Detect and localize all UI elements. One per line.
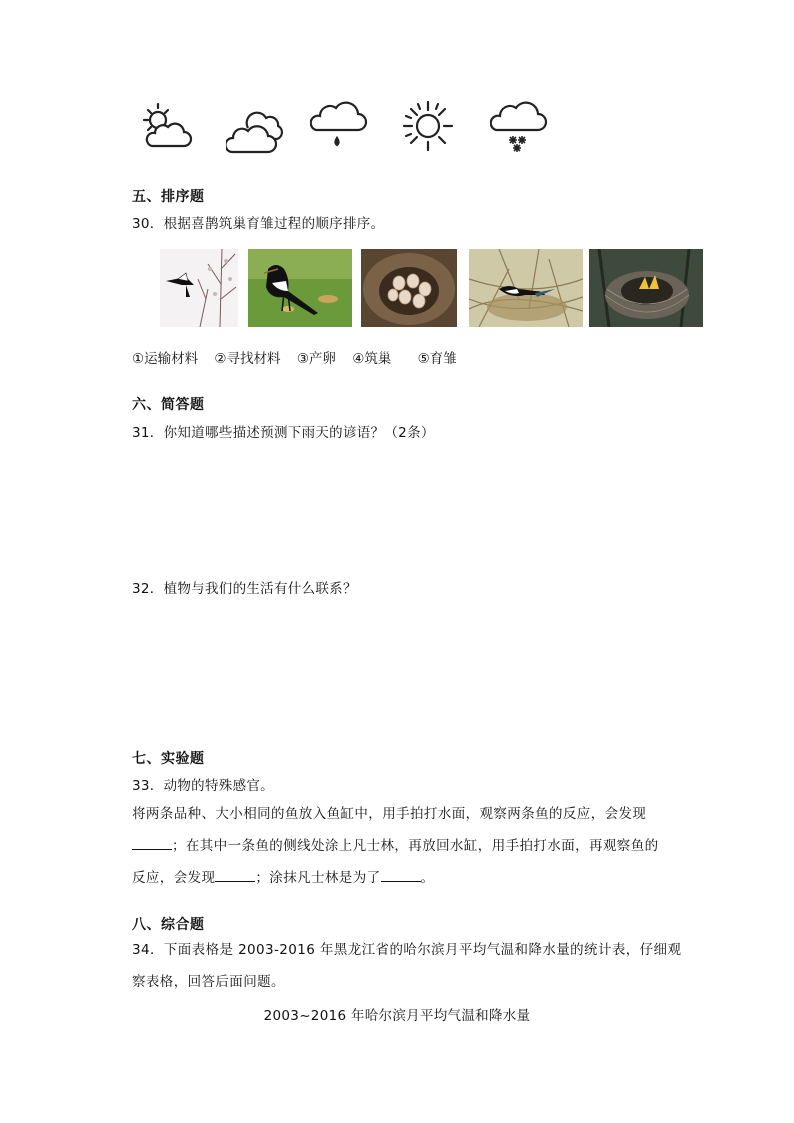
table-caption: 2003~2016 年哈尔滨月平均气温和降水量 bbox=[263, 1008, 531, 1024]
question-33-body bbox=[132, 798, 672, 894]
question-34-line-1: 34．下面表格是 2003-2016 年黑龙江省的哈尔滨月平均气温和降水量的统计表，仔细观 bbox=[132, 942, 682, 958]
weather-icons-row bbox=[138, 98, 558, 158]
section-title-experiment: 七、实验题 bbox=[132, 751, 205, 767]
question-33-line-1: 将两条品种、大小相同的鱼放入鱼缸中，用手拍打水面，观察两条鱼的反应，会发现 bbox=[132, 806, 647, 822]
question-33-line-3-c: 。 bbox=[420, 870, 435, 886]
partly-sunny-icon bbox=[138, 98, 194, 154]
option-2: ②寻找材料 bbox=[214, 351, 281, 367]
question-33-line-2-text: ；在其中一条鱼的侧线处涂上凡士林，再放回水缸，用手拍打水面，再观察鱼的 bbox=[172, 838, 659, 854]
question-33-line-3 bbox=[132, 862, 672, 894]
magpie-building-nest-photo bbox=[469, 249, 583, 327]
question-30: 30．根据喜鹊筑巢育雏过程的顺序排序。 bbox=[132, 216, 385, 232]
snow-icon bbox=[490, 98, 548, 156]
answer-blank-2[interactable] bbox=[215, 869, 255, 882]
option-5: ⑤育雏 bbox=[417, 351, 457, 367]
magpie-flying-photo bbox=[160, 249, 238, 327]
question-33: 33．动物的特殊感官。 bbox=[132, 778, 274, 794]
question-33-line-2 bbox=[132, 830, 672, 862]
chicks-in-nest-photo bbox=[589, 249, 703, 327]
section-title-short-answer: 六、简答题 bbox=[132, 397, 205, 413]
section-title-comprehensive: 八、综合题 bbox=[132, 917, 205, 933]
option-4: ④筑巢 bbox=[352, 351, 392, 367]
question-33-line-3-a: 反应，会发现 bbox=[132, 870, 216, 886]
sorting-options bbox=[132, 347, 469, 367]
eggs-in-nest-photo bbox=[361, 249, 457, 327]
magpie-carrying-twig-photo bbox=[248, 249, 352, 327]
question-34 bbox=[132, 934, 692, 998]
question-31: 31．你知道哪些描述预测下雨天的谚语？（2条） bbox=[132, 425, 435, 441]
cloudy-icon bbox=[226, 98, 284, 154]
option-3: ③产卵 bbox=[296, 351, 336, 367]
question-32: 32．植物与我们的生活有什么联系？ bbox=[132, 581, 357, 597]
rain-icon bbox=[310, 98, 368, 154]
answer-blank-1[interactable] bbox=[132, 837, 172, 850]
question-34-line-2: 察表格，回答后面问题。 bbox=[132, 974, 285, 990]
sunny-icon bbox=[400, 98, 456, 154]
option-1: ①运输材料 bbox=[132, 351, 199, 367]
answer-blank-3[interactable] bbox=[381, 869, 421, 882]
question-33-line-3-b: ；涂抹凡士林是为了 bbox=[255, 870, 381, 886]
section-title-sorting: 五、排序题 bbox=[132, 189, 205, 205]
